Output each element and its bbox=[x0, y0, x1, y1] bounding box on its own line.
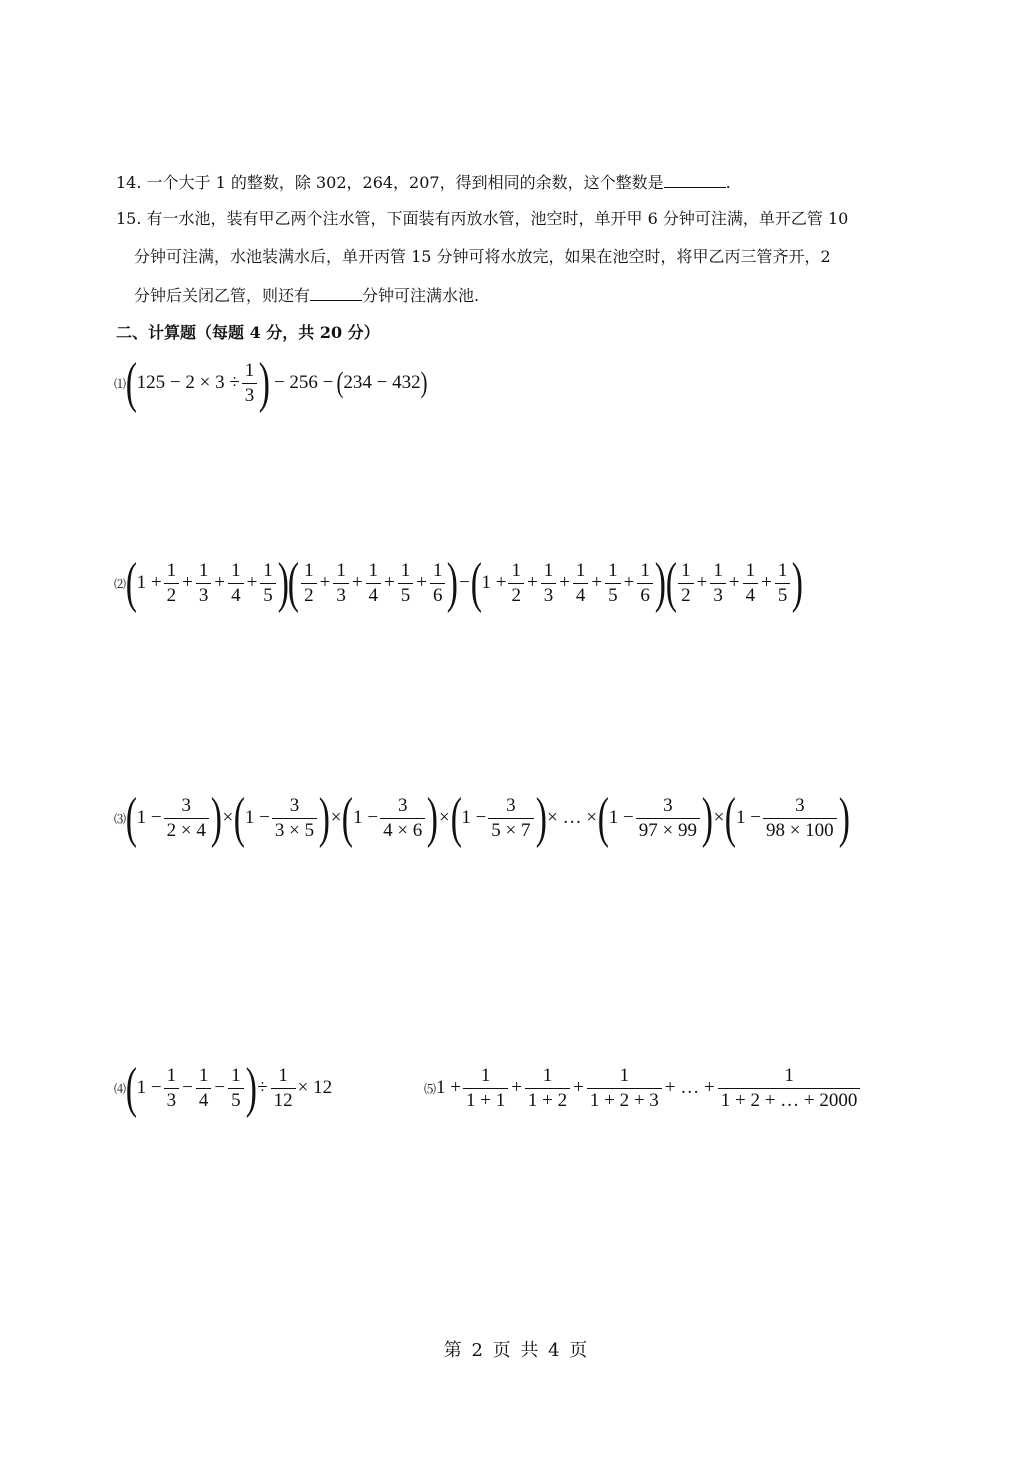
expression: − 256 − bbox=[273, 372, 334, 393]
problem-label: ⑸ bbox=[424, 1081, 437, 1096]
problem-1 bbox=[114, 350, 427, 416]
problem-label: ⑵ bbox=[114, 576, 127, 591]
fraction: $\frac{1}{2}$ bbox=[164, 560, 180, 607]
problem-5: ⑸ 1 + $\frac{1}{1 + 1}$ + $\frac{1}{1 + 2}$ + $\frac{1}{1 + 2 + 3}$ + … + $\frac{1}{1 + 2 + \dots + 2000}$ bbox=[424, 1055, 862, 1121]
fraction: $\frac{1}{5}$ bbox=[260, 560, 276, 607]
fraction: $\frac{3}{4 \times 6}$ bbox=[380, 795, 425, 842]
fraction: $\frac{3}{97 \times 99}$ bbox=[636, 795, 700, 842]
fraction: $\frac{1}{1 + 1}$ bbox=[463, 1065, 508, 1112]
left-paren: ( bbox=[336, 366, 344, 399]
fraction: $\frac{1}{6}$ bbox=[637, 560, 653, 607]
problem-label: ⑷ bbox=[114, 1081, 127, 1096]
expression: 234 − 432 bbox=[343, 372, 421, 393]
fraction: $\frac{1}{1 + 2 + 3}$ bbox=[587, 1065, 662, 1112]
fraction: $\frac{1}{4}$ bbox=[366, 560, 382, 607]
question-15-line-3-text: 分钟后关闭乙管，则还有 bbox=[134, 286, 311, 305]
right-paren: ) bbox=[259, 352, 271, 414]
fraction: $\frac{1}{5}$ bbox=[775, 560, 791, 607]
fraction: $\frac{1}{2}$ bbox=[301, 560, 317, 607]
problem-label: ⑶ bbox=[114, 811, 127, 826]
fraction: $\frac{3}{2 \times 4}$ bbox=[164, 795, 209, 842]
fraction: $\frac{1}{3}$ bbox=[541, 560, 557, 607]
fraction: $\frac{1}{6}$ bbox=[430, 560, 446, 607]
section-heading: 二、计算题（每题 4 分，共 20 分） bbox=[116, 323, 380, 342]
fraction: $\frac{1}{4}$ bbox=[743, 560, 759, 607]
problem-4: ⑷ ( 1 − $\frac{1}{3}$ − $\frac{1}{4}$ − $\frac{1}{5}$ ) ÷ $\frac{1}{12}$ × 12 bbox=[114, 1057, 333, 1119]
fraction: $\frac{1}{5}$ bbox=[605, 560, 621, 607]
fraction: $\frac{3}{3 \times 5}$ bbox=[272, 795, 317, 842]
expression: 125 − 2 × 3 ÷ bbox=[136, 372, 240, 393]
fraction: $\frac{1}{3}$ bbox=[196, 560, 212, 607]
question-14 bbox=[116, 171, 731, 194]
fraction: $\frac{3}{98 \times 100}$ bbox=[763, 795, 837, 842]
fraction: $\frac{1}{2}$ bbox=[678, 560, 694, 607]
problem-2: ⑵ ( 1 + $\frac{1}{2}$ + $\frac{1}{3}$ + $\frac{1}{4}$ + $\frac{1}{5}$ ) ( $\frac{1}{2}$ + $\frac{1}{3}$ + $\frac{1}{4}$ + $\frac{1}{5}$ + $\frac{1}{6}$ ) − ( 1 + $\frac{1}{2}$ + $\frac{1}{3}$ + $\frac{1}{4}$ + $\frac{1}{5}$ + $\frac{1}{6}$ ) ( $\frac{1}{2}$ + $\frac{1}{3}$ + $\frac{1}{4}$ + $\frac{1}{5}$ ) bbox=[114, 552, 804, 614]
fraction: $\frac{1}{5}$ bbox=[398, 560, 414, 607]
question-15-line-1: 15. 有一水池，装有甲乙两个注水管，下面装有丙放水管，池空时，单开甲 6 分钟可注满，单开乙管 10 bbox=[116, 209, 849, 228]
answer-blank[interactable] bbox=[310, 284, 362, 301]
problem-3: ⑶ ( 1 − $\frac{3}{2 \times 4}$ ) × ( 1 − $\frac{3}{3 \times 5}$ ) × ( 1 − $\frac{3}{4 \times 6}$ ) × ( 1 − $\frac{3}{5 \times 7}$ ) × … × ( 1 − $\frac{3}{97 \times 99}$ ) × ( 1 − $\frac{3}{98 \times 100}$ ) bbox=[114, 787, 850, 849]
fraction: $\frac{1}{1 + 2 + \dots + 2000}$ bbox=[718, 1065, 861, 1112]
question-14-text: 14. 一个大于 1 的整数，除 302，264，207，得到相同的余数，这个整数是 bbox=[116, 173, 664, 192]
problem-label: ⑴ bbox=[114, 376, 127, 391]
fraction: $\frac{1}{4}$ bbox=[228, 560, 244, 607]
fraction: $\frac{1}{4}$ bbox=[573, 560, 589, 607]
fraction: $\frac{1}{2}$ bbox=[508, 560, 524, 607]
fraction: $\frac{1}{3}$ bbox=[710, 560, 726, 607]
fraction: $\frac{1}{12}$ bbox=[271, 1065, 296, 1112]
question-15-line-3-tail: 分钟可注满水池. bbox=[362, 286, 480, 305]
question-15-line-2: 分钟可注满，水池装满水后，单开丙管 15 分钟可将水放完，如果在池空时，将甲乙丙三管齐开，2 bbox=[134, 247, 831, 266]
fraction: $\frac{1}{1 + 2}$ bbox=[525, 1065, 570, 1112]
answer-blank[interactable] bbox=[664, 171, 726, 188]
fraction: $\frac{1}{3}$ bbox=[164, 1065, 180, 1112]
fraction: $\frac{1}{3}$ bbox=[333, 560, 349, 607]
question-14-tail: . bbox=[725, 173, 731, 192]
question-15-line-3 bbox=[134, 284, 479, 307]
right-paren: ) bbox=[420, 366, 428, 399]
fraction: $\frac{3}{5 \times 7}$ bbox=[488, 795, 533, 842]
fraction: $\frac{1}{5}$ bbox=[228, 1065, 244, 1112]
left-paren: ( bbox=[125, 352, 137, 414]
fraction: $\frac{1}{4}$ bbox=[196, 1065, 212, 1112]
page-footer: 第 2 页 共 4 页 bbox=[443, 1340, 590, 1361]
fraction: $\frac{1}{3}$ bbox=[242, 360, 258, 407]
